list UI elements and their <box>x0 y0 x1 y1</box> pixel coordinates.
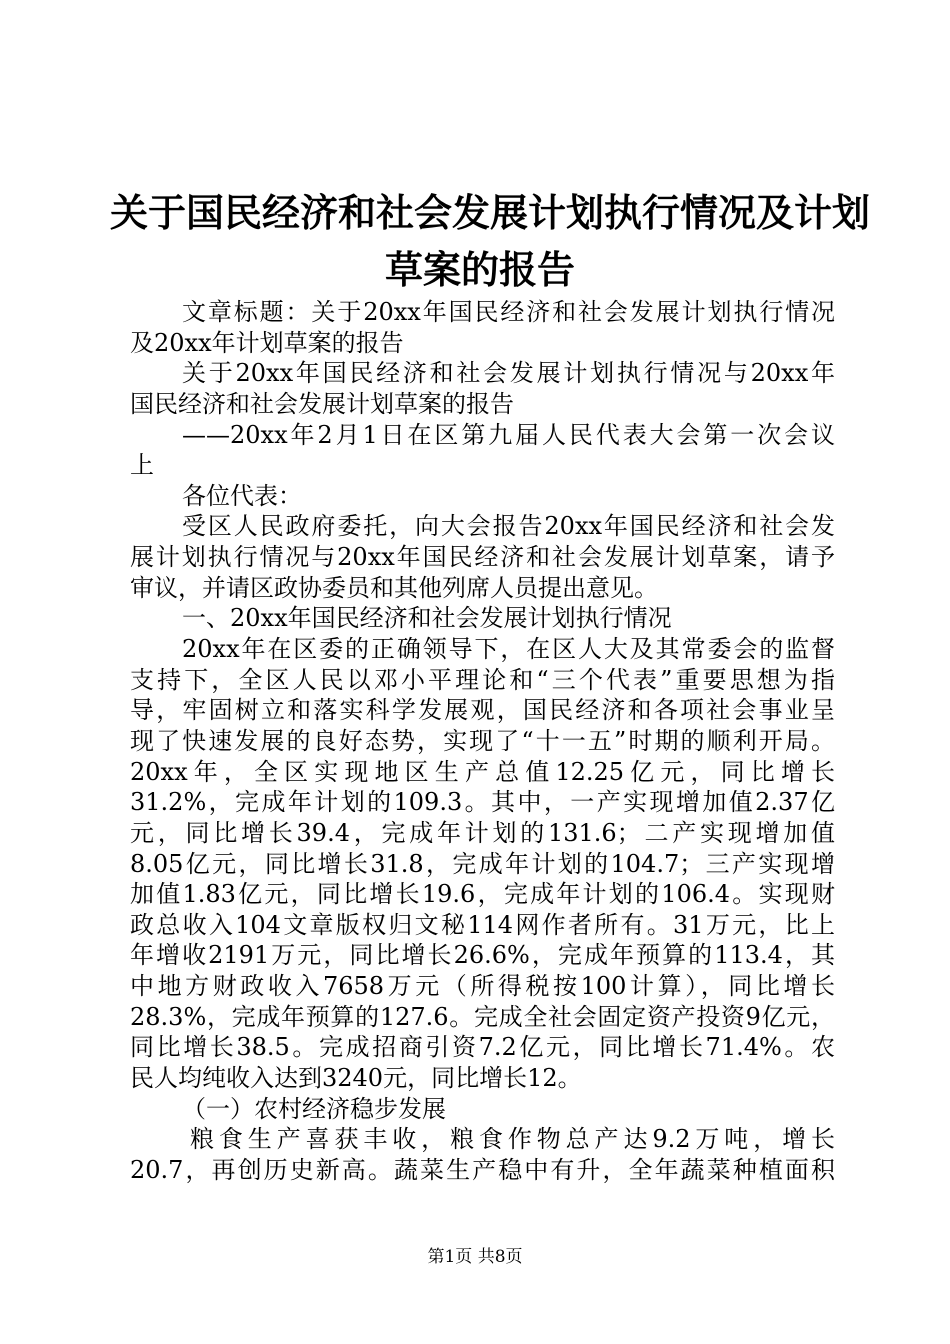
body-line: 国民经济和社会发展计划草案的报告 <box>130 389 514 418</box>
body-line: （一）农村经济稳步发展 <box>182 1094 446 1123</box>
body-line: 28.3%，完成年预算的127.6。完成全社会固定资产投资9亿元， <box>130 1002 835 1031</box>
body-line: 及20xx年计划草案的报告 <box>130 328 404 357</box>
body-line: 31.2%，完成年计划的109.3。其中，一产实现增加值2.37亿 <box>130 788 835 817</box>
body-line: 政总收入104文章版权归文秘114网作者所有。31万元，比上 <box>130 910 835 939</box>
body-line: 文章标题：关于20xx年国民经济和社会发展计划执行情况 <box>182 298 835 326</box>
body-line: 20xx年在区委的正确领导下，在区人大及其常委会的监督 <box>182 635 835 664</box>
body-line: 一、20xx年国民经济和社会发展计划执行情况 <box>182 604 672 633</box>
body-line: 20.7，再创历史新高。蔬菜生产稳中有升，全年蔬菜种植面积 <box>130 1155 835 1184</box>
document-title-line-1: 关于国民经济和社会发展计划执行情况及计划 <box>110 191 871 235</box>
body-line: 20xx年，全区实现地区生产总值12.25亿元，同比增长 <box>130 757 835 786</box>
body-line: 民人均纯收入达到3240元，同比增长12。 <box>130 1064 582 1093</box>
body-line: 审议，并请区政协委员和其他列席人员提出意见。 <box>130 573 658 602</box>
document-title-line-2: 草案的报告 <box>384 248 575 292</box>
body-line: 粮食生产喜获丰收，粮食作物总产达9.2万吨，增长 <box>190 1125 835 1154</box>
body-line: 导，牢固树立和落实科学发展观，国民经济和各项社会事业呈 <box>130 696 835 725</box>
body-line: 上 <box>130 451 154 480</box>
body-line: 现了快速发展的良好态势，实现了“十一五”时期的顺利开局。 <box>130 726 835 755</box>
body-line: 8.05亿元，同比增长31.8，完成年计划的104.7；三产实现增 <box>130 849 835 878</box>
page-footer: 第1页 共8页 <box>427 1247 523 1267</box>
body-line: 各位代表： <box>182 481 302 510</box>
body-line: 元，同比增长39.4，完成年计划的131.6；二产实现增加值 <box>130 818 835 847</box>
body-line: 受区人民政府委托，向大会报告20xx年国民经济和社会发 <box>182 512 835 541</box>
body-line: 支持下，全区人民以邓小平理论和“三个代表”重要思想为指 <box>130 665 835 694</box>
body-line: 加值1.83亿元，同比增长19.6，完成年计划的106.4。实现财 <box>130 880 835 909</box>
body-line: 关于20xx年国民经济和社会发展计划执行情况与20xx年 <box>182 359 835 388</box>
body-line: 年增收2191万元，同比增长26.6%，完成年预算的113.4，其 <box>130 941 835 970</box>
document-body <box>130 297 835 1186</box>
body-line: ——20xx年2月1日在区第九届人民代表大会第一次会议 <box>182 420 835 449</box>
body-line: 同比增长38.5。完成招商引资7.2亿元，同比增长71.4%。农 <box>130 1033 835 1062</box>
body-line: 中地方财政收入7658万元（所得税按100计算），同比增长 <box>130 972 835 1001</box>
body-line: 展计划执行情况与20xx年国民经济和社会发展计划草案，请予 <box>130 543 835 572</box>
